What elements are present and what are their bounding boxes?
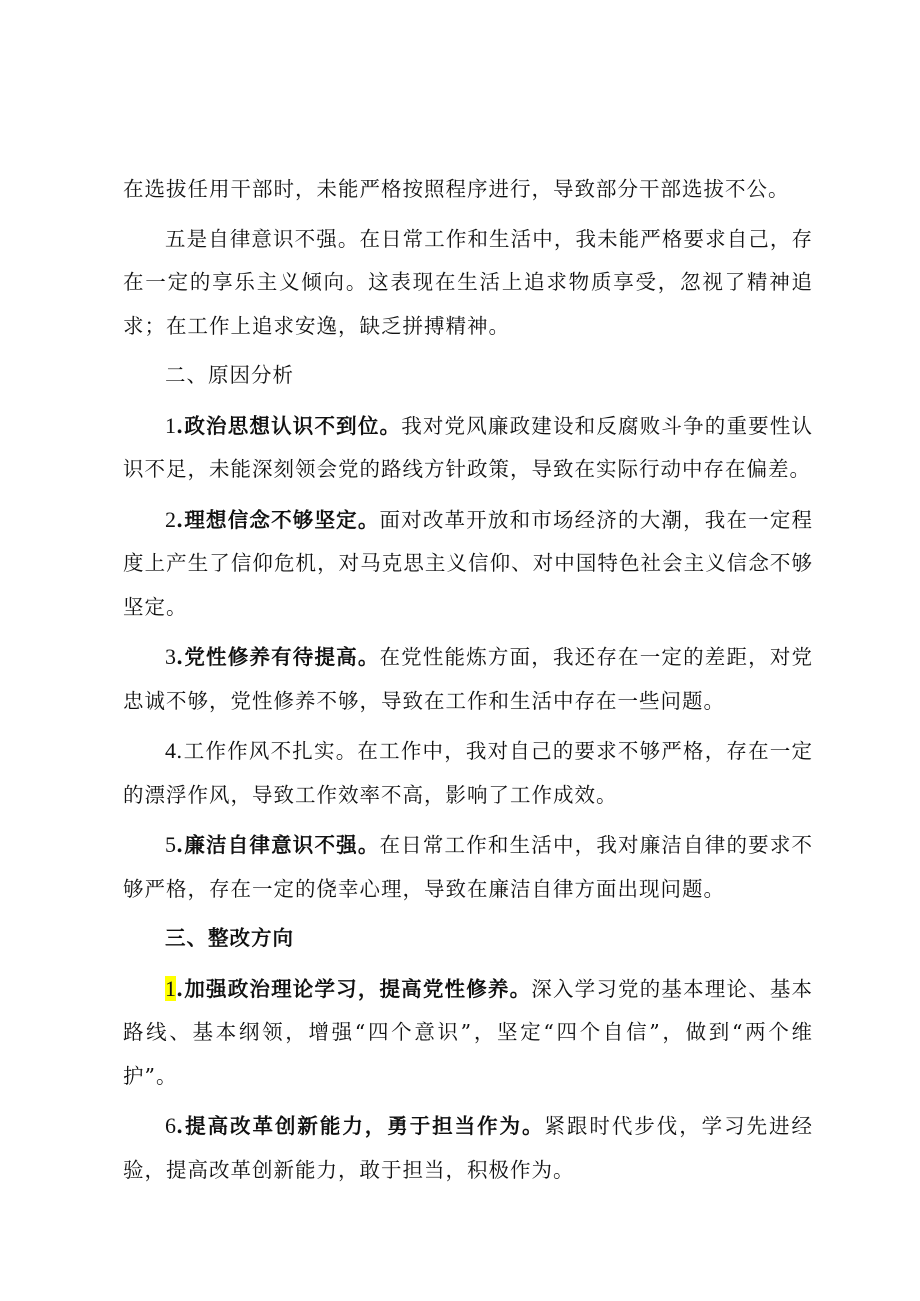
item-title: 廉洁自律意识不强。 <box>184 833 380 857</box>
item-number: 3 <box>165 644 177 669</box>
item-number-highlighted: 1 <box>165 975 177 1001</box>
paragraph-continued: 在选拔任用干部时，未能严格按照程序进行，导致部分干部选拔不公。 <box>123 177 790 201</box>
item-title: 加强政治理论学习，提高党性修养。 <box>184 976 532 1001</box>
item-body: 在工作中，我对自己的要求不够严格，存在一定的漂浮作风，导致工作效率不高，影响了工作成效。 <box>123 739 814 807</box>
item-dot: . <box>176 739 184 763</box>
item-number: 5 <box>165 832 177 857</box>
item-dot: . <box>176 645 185 669</box>
item-title: 政治思想认识不到位。 <box>184 413 402 438</box>
item-dot: . <box>176 413 185 438</box>
item-body: 面对改革开放和市场经济的大潮，我在一定程度上产生了信仰危机，对马克思主义信仰、对中国特色社会主义信念不够坚定。 <box>123 507 813 619</box>
item-title: 提高改革创新能力，勇于担当作为。 <box>184 1114 545 1138</box>
rectification-item-1 <box>123 967 813 1099</box>
item-title: 党性修养有待提高。 <box>184 645 380 669</box>
item-dot: . <box>176 976 185 1001</box>
item-dot: . <box>176 833 185 857</box>
item-body: 深入学习党的基本理论、基本路线、基本纲领，增强“四个意识”，坚定“四个自信”，做到“两个维护”。 <box>123 976 814 1088</box>
item-number: 2 <box>165 506 177 532</box>
cause-item-5 <box>123 823 813 911</box>
item-title: 理想信念不够坚定。 <box>184 507 380 532</box>
section-heading-cause-analysis: 二、原因分析 <box>165 363 295 387</box>
item-number: 6 <box>165 1113 177 1138</box>
item-title: 工作作风不扎实。 <box>183 739 358 763</box>
item-dot: . <box>176 1114 185 1138</box>
paragraph-self-discipline: 五是自律意识不强。在日常工作和生活中，我未能严格要求自己，存在一定的享乐主义倾向。这表现在生活上追求物质享受，忽视了精神追求；在工作上追求安逸，缺乏拼搏精神。 <box>123 226 813 338</box>
rectification-item-6 <box>123 1104 813 1192</box>
item-body: 在日常工作和生活中，我对廉洁自律的要求不够严格，存在一定的侥幸心理，导致在廉洁自律方面出现问题。 <box>123 833 813 901</box>
cause-item-2 <box>123 498 813 630</box>
item-body: 紧跟时代步伐，学习先进经验，提高改革创新能力，敢于担当，积极作为。 <box>123 1114 813 1182</box>
document-page <box>123 168 813 1192</box>
section-heading-rectification: 三、整改方向 <box>165 926 295 950</box>
cause-item-3 <box>123 635 813 723</box>
item-number: 1 <box>165 412 177 438</box>
cause-item-4 <box>123 729 813 817</box>
item-body: 我对党风廉政建设和反腐败斗争的重要性认识不足，未能深刻领会党的路线方针政策，导致在实际行动中存在偏差。 <box>123 413 814 481</box>
item-number: 4 <box>165 738 177 763</box>
item-body: 在党性能炼方面，我还存在一定的差距，对党忠诚不够，党性修养不够，导致在工作和生活中存在一些问题。 <box>123 645 813 713</box>
item-dot: . <box>176 507 185 532</box>
cause-item-1 <box>123 404 813 492</box>
